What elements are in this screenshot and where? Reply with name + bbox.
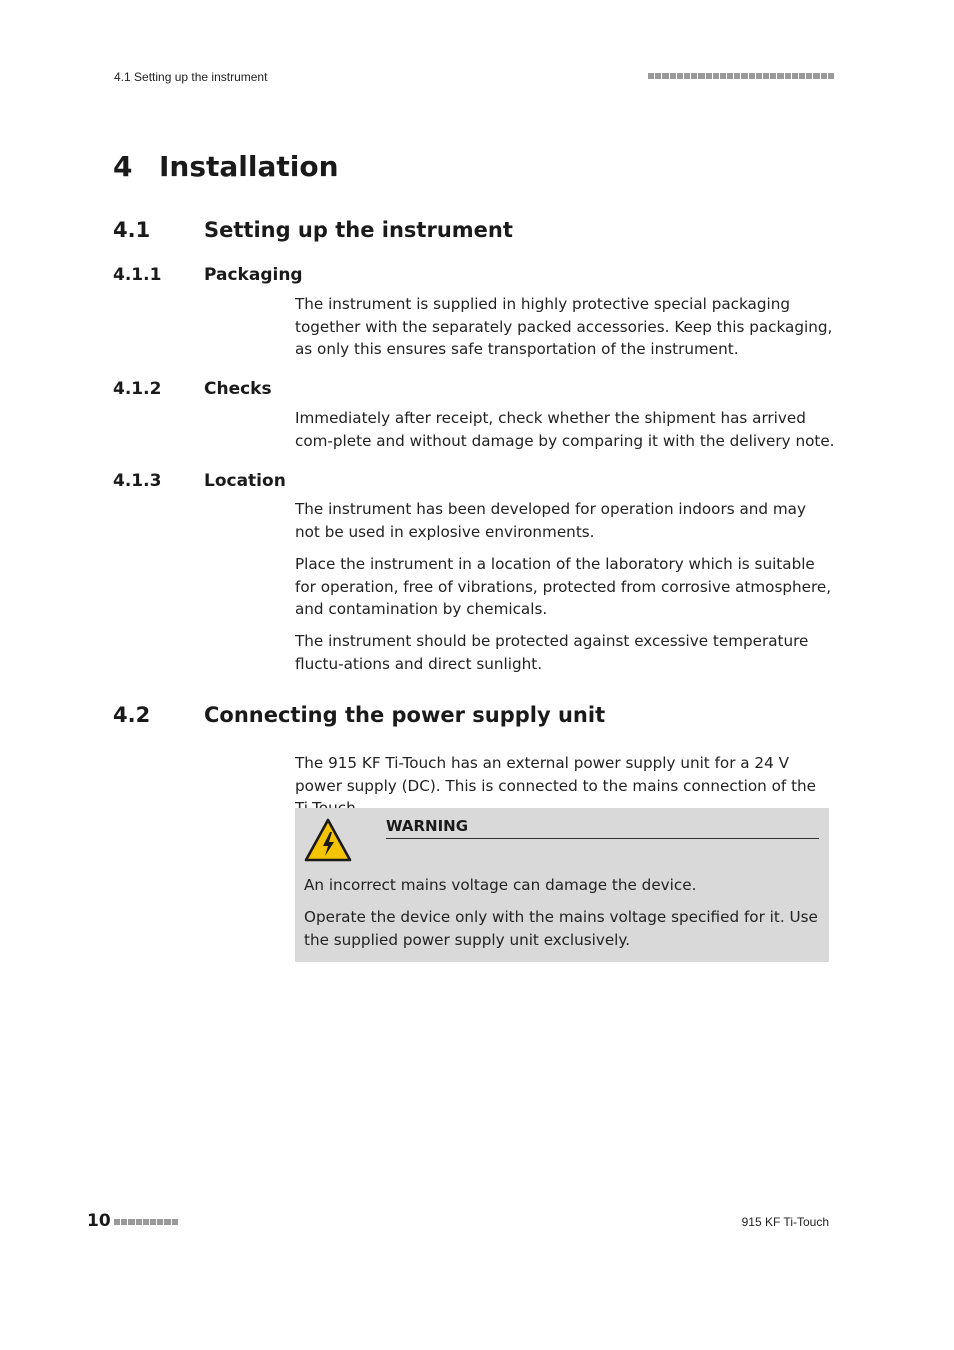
warning-box: [295, 808, 829, 962]
location-paragraph-2: Place the instrument in a location of the laboratory which is suitable for operation, free of vibrations, protected from corrosive atmosphere, and contamination by chemicals.: [295, 555, 832, 619]
section-number: 4.2: [113, 703, 151, 727]
section-number: 4.1.3: [113, 471, 162, 491]
section-number: 4.1.2: [113, 379, 162, 399]
footer-product-name: 915 KF Ti-Touch: [741, 1215, 829, 1229]
warning-text-2: Operate the device only with the mains voltage specified for it. Use the supplied power supply unit exclusively.: [304, 908, 818, 949]
header-dot-bar: [648, 73, 834, 79]
page-number: 10: [87, 1211, 111, 1231]
section-title: Setting up the instrument: [204, 218, 513, 242]
section-number: 4.1.1: [113, 265, 162, 285]
footer-dot-bar: [114, 1219, 178, 1225]
packaging-paragraph: The instrument is supplied in highly protective special packaging together with the separately packed accessories. Keep this packaging, as only this ensures safe transportation of the instrument.: [295, 295, 833, 359]
section-heading-4-2: [113, 703, 605, 727]
checks-paragraph: Immediately after receipt, check whether the shipment has arrived com-plete and without damage by comparing it with the delivery note.: [295, 409, 835, 450]
chapter-title-text: Installation: [159, 150, 339, 183]
location-paragraph-3: The instrument should be protected against excessive temperature fluctu-ations and direct sunlight.: [295, 632, 809, 673]
warning-title: WARNING: [386, 816, 819, 839]
section-heading-4-1-2: [113, 379, 272, 399]
warning-text-1: An incorrect mains voltage can damage the device.: [304, 876, 697, 894]
power-supply-paragraph: The 915 KF Ti-Touch has an external power supply unit for a 24 V power supply (DC). This is connected to the mains connection of the: [295, 754, 817, 795]
section-title: Location: [204, 471, 286, 491]
chapter-number: 4: [113, 150, 133, 183]
section-heading-4-1-1: [113, 265, 303, 285]
section-title: Connecting the power supply unit: [204, 703, 606, 727]
section-title: Checks: [204, 379, 272, 399]
location-paragraph-1: The instrument has been developed for operation indoors and may not be used in explosive environments.: [295, 500, 806, 541]
section-number: 4.1: [113, 218, 151, 242]
chapter-title: [113, 150, 339, 183]
section-title: Packaging: [204, 265, 303, 285]
running-title: 4.1 Setting up the instrument: [114, 70, 268, 84]
section-heading-4-1-3: [113, 471, 286, 491]
section-heading-4-1: [113, 218, 513, 242]
high-voltage-warning-icon: [304, 818, 352, 862]
